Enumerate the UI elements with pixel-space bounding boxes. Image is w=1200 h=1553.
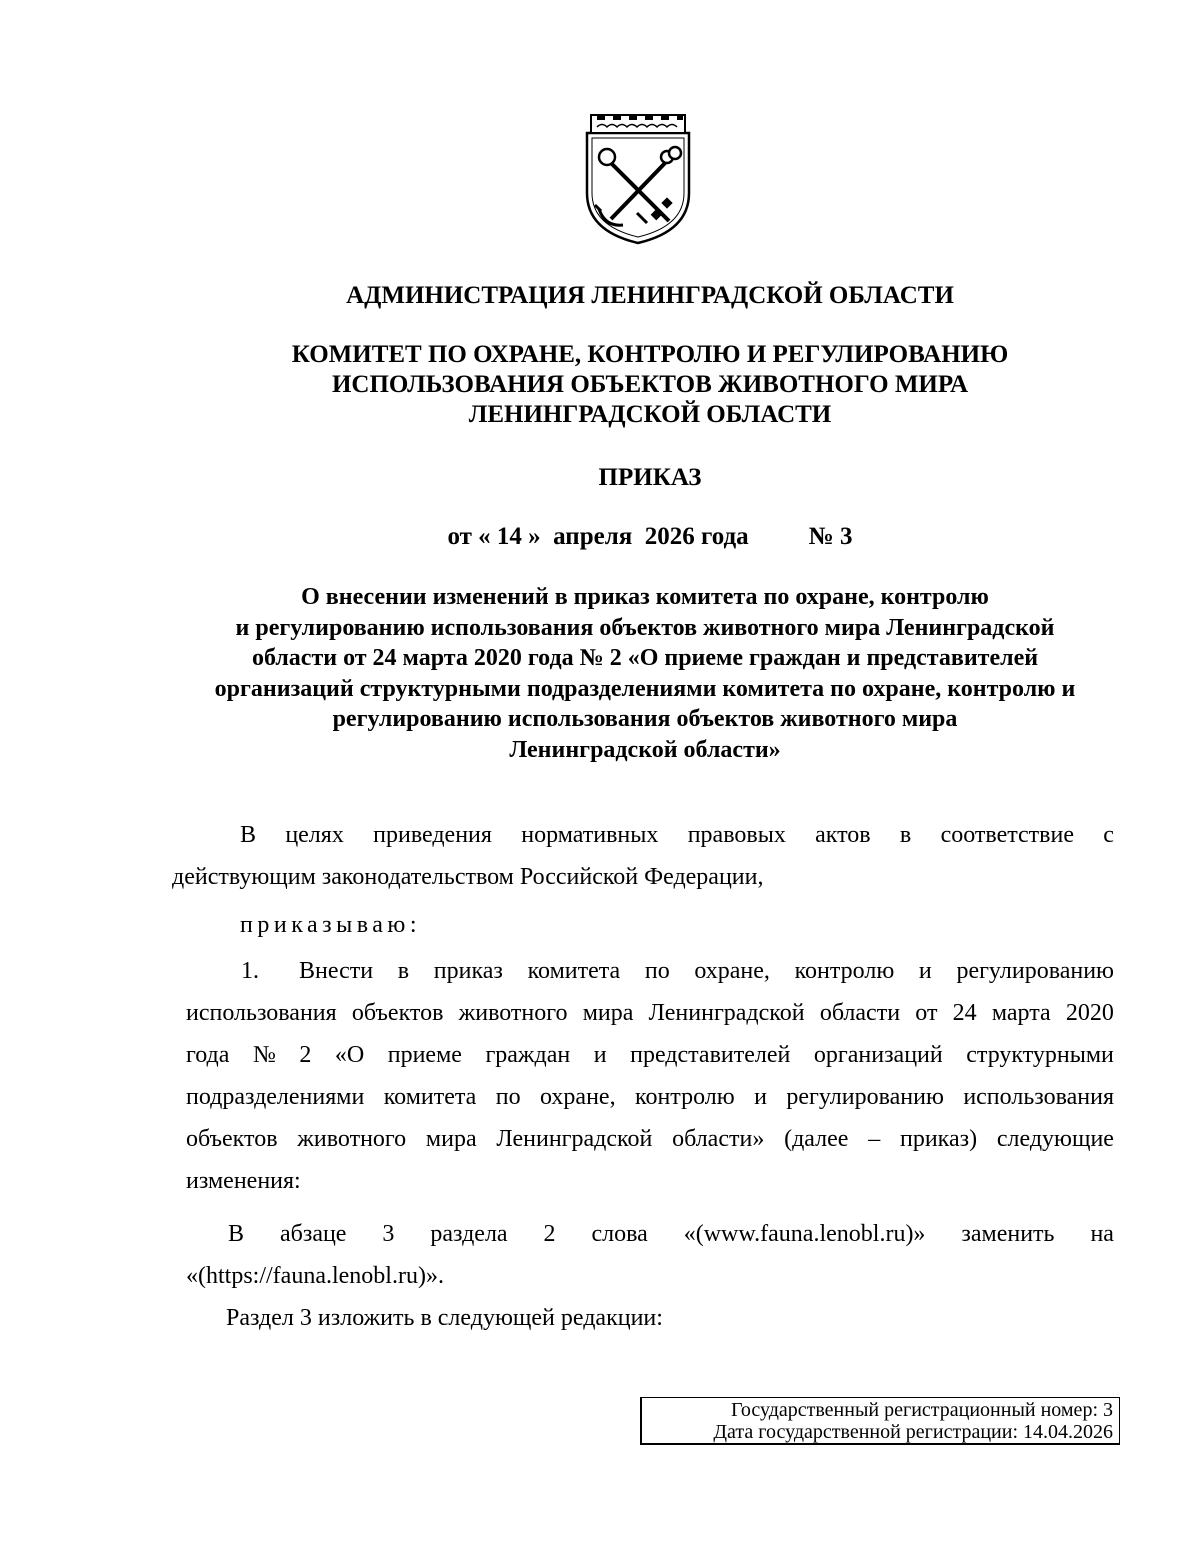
document-date-number (50, 522, 1200, 552)
word: и (754, 1084, 767, 1110)
word: контролю (635, 1084, 735, 1110)
word: целях (285, 822, 344, 848)
word: подразделениями (186, 1084, 365, 1110)
subject-line: и регулированию использования объектов животного мира Ленинградской (235, 614, 1055, 641)
item-1-number: 1. (241, 958, 259, 984)
item-1-line: изменения: (186, 1168, 301, 1194)
item-1-paragraph (186, 950, 1114, 1202)
committee-title-line: ЛЕНИНГРАДСКОЙ ОБЛАСТИ (468, 401, 832, 428)
coat-of-arms-icon (583, 113, 693, 245)
word: объектов (186, 1126, 278, 1152)
document-subject (150, 582, 1140, 765)
committee-title-line: ИСПОЛЬЗОВАНИЯ ОБЪЕКТОВ ЖИВОТНОГО МИРА (331, 371, 968, 398)
document-date: от « 14 » апреля 2026 года (447, 523, 749, 550)
word: Ленинградской (496, 1126, 653, 1152)
word: следующие (996, 1126, 1114, 1152)
word: заменить (961, 1221, 1055, 1247)
abzac-paragraph (186, 1213, 1114, 1297)
document-type: ПРИКАЗ (598, 464, 702, 491)
word: и (593, 1042, 607, 1068)
word: марта (991, 1000, 1051, 1026)
word: контролю (794, 958, 895, 984)
word: слова (591, 1221, 648, 1247)
item-1-line (186, 992, 1114, 1034)
word: В (228, 1221, 245, 1247)
abzac-line (186, 1213, 1114, 1255)
word: животного (458, 1000, 568, 1026)
organization-title: АДМИНИСТРАЦИЯ ЛЕНИНГРАДСКОЙ ОБЛАСТИ (346, 282, 954, 309)
subject-line: Ленинградской области» (509, 736, 781, 763)
word: (далее (784, 1126, 849, 1152)
preamble-line: действующим законодательством Российской Федерации, (172, 864, 764, 890)
word: с (1103, 822, 1114, 848)
abzac-line: «(https://fauna.lenobl.ru)». (186, 1263, 444, 1289)
word: области (819, 1000, 901, 1026)
registration-stamp (640, 1397, 1120, 1445)
word: на (1090, 1221, 1114, 1247)
word: и (918, 958, 932, 984)
word: в (899, 822, 912, 848)
item-1-line (186, 1076, 1114, 1118)
word: регулированию (786, 1084, 944, 1110)
word: актов (815, 822, 871, 848)
preamble-line (172, 814, 1114, 856)
word: области» (672, 1126, 765, 1152)
word: структурными (966, 1042, 1114, 1068)
word: от (915, 1000, 938, 1026)
word: правовых (687, 822, 786, 848)
word: раздела (430, 1221, 508, 1247)
word: приеме (387, 1042, 462, 1068)
word: использования (186, 1000, 337, 1026)
registration-number: Государственный регистрационный номер: 3 (731, 1399, 1113, 1421)
word: соответствие (940, 822, 1074, 848)
word: 2 (543, 1221, 556, 1247)
word: нормативных (521, 822, 659, 848)
subject-line: организаций структурными подразделениями комитета по охране, контролю и (214, 675, 1076, 702)
word: по (495, 1084, 521, 1110)
word: представителей (630, 1042, 791, 1068)
preamble-paragraph (172, 814, 1114, 898)
razdel-paragraph: Раздел 3 изложить в следующей редакции: (226, 1305, 663, 1331)
item-1-first-line (186, 950, 1114, 992)
word: граждан (485, 1042, 571, 1068)
word: охране, (694, 958, 770, 984)
word: 2 (299, 1042, 312, 1068)
word: объектов (351, 1000, 444, 1026)
document-number: № 3 (808, 523, 853, 550)
word: абзаце (279, 1221, 347, 1247)
word: комитета (527, 958, 621, 984)
word: использования (963, 1084, 1114, 1110)
word: организаций (813, 1042, 943, 1068)
word: мира (582, 1000, 634, 1026)
item-1-line (186, 1118, 1114, 1160)
word: года (186, 1042, 230, 1068)
item-1-line (186, 1034, 1114, 1076)
word: В (240, 822, 257, 848)
word: «(www.fauna.lenobl.ru)» (683, 1221, 926, 1247)
word: Внести (299, 958, 374, 984)
word: приказ) (899, 1126, 978, 1152)
word: 2020 (1065, 1000, 1114, 1026)
word: мира (425, 1126, 477, 1152)
registration-date: Дата государственной регистрации: 14.04.2026 (713, 1421, 1113, 1443)
word: регулированию (956, 958, 1114, 984)
word: – (868, 1126, 881, 1152)
word: «О (334, 1042, 365, 1068)
word: охране, (540, 1084, 616, 1110)
subject-line: области от 24 марта 2020 года № 2 «О приеме граждан и представителей (251, 645, 1039, 671)
committee-title-line: КОМИТЕТ ПО ОХРАНЕ, КОНТРОЛЮ И РЕГУЛИРОВАНИЮ (291, 341, 1009, 368)
word: животного (297, 1126, 407, 1152)
word: приведения (373, 822, 492, 848)
word: комитета (383, 1084, 477, 1110)
subject-line: регулированию использования объектов животного мира (332, 706, 958, 732)
item-1-line (299, 950, 1114, 992)
word: № (252, 1042, 276, 1068)
word: 3 (382, 1221, 395, 1247)
word: Ленинградской (648, 1000, 805, 1026)
word: 24 (952, 1000, 977, 1026)
subject-line: О внесении изменений в приказ комитета по охране, контролю (301, 584, 989, 610)
order-word: приказываю: (240, 912, 422, 938)
word: по (644, 958, 670, 984)
word: приказ (433, 958, 503, 984)
committee-title (50, 340, 1200, 430)
word: в (397, 958, 410, 984)
